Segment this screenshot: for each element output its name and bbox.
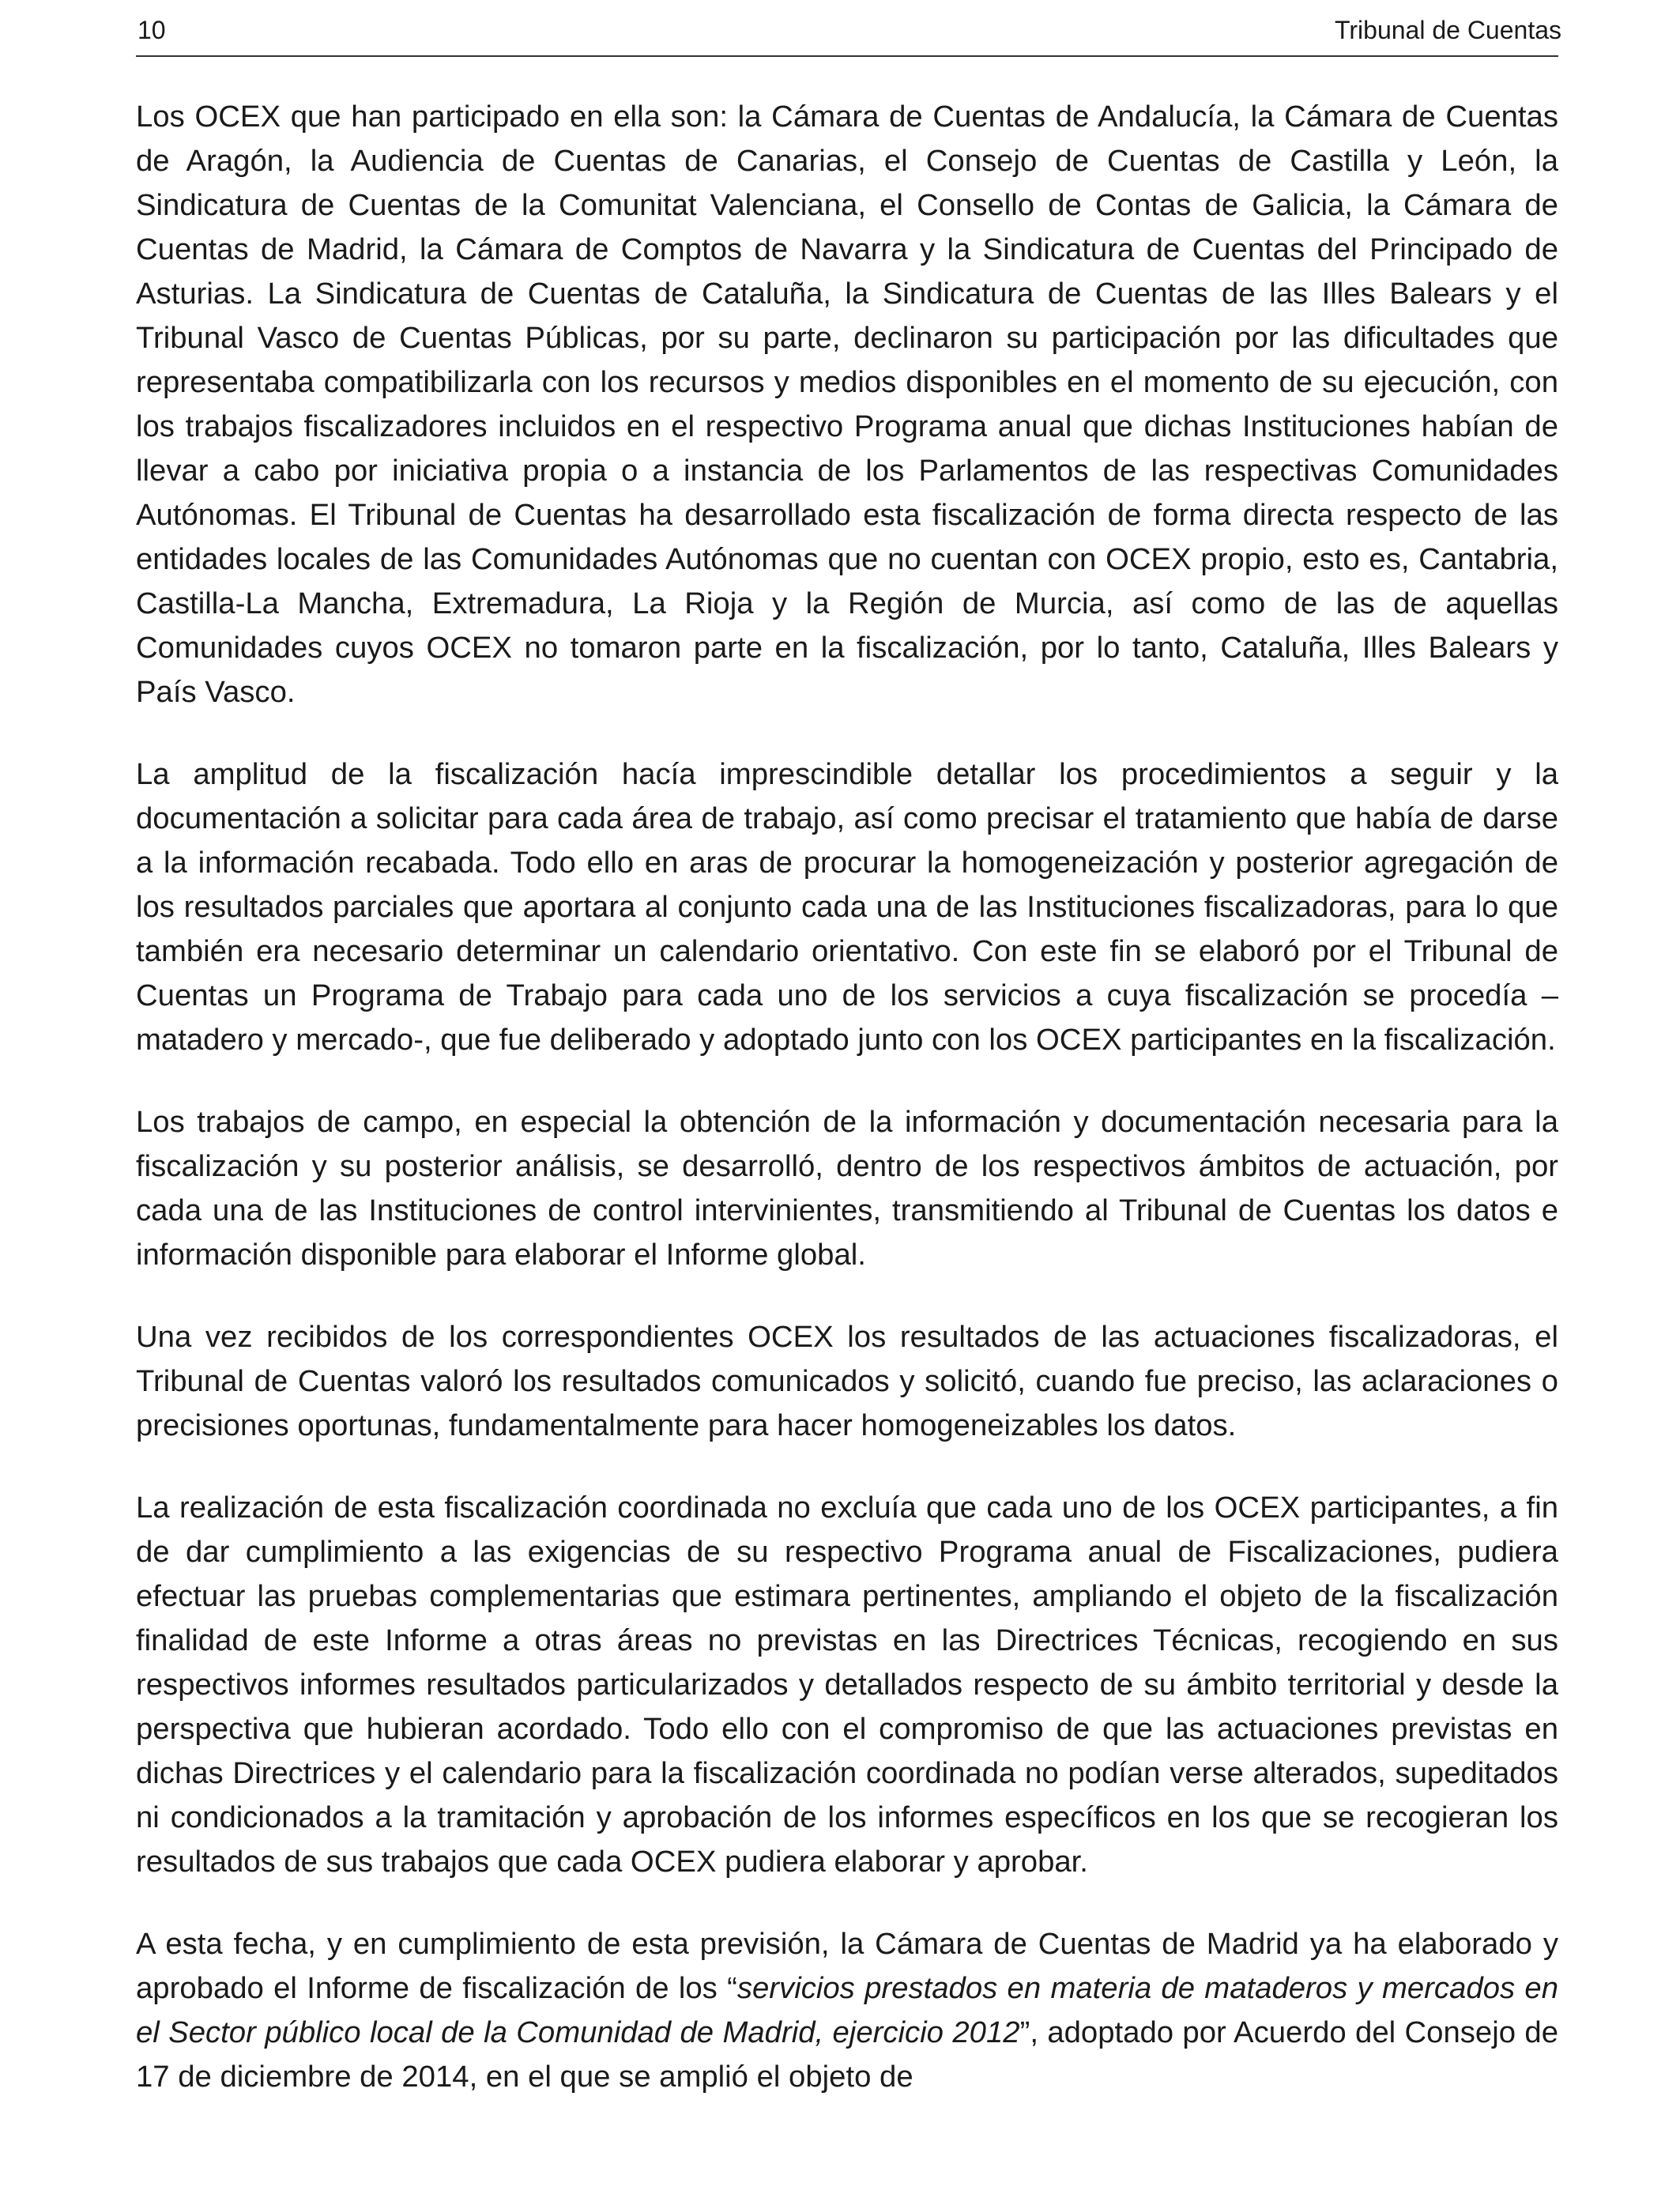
paragraph-results-received: Una vez recibidos de los correspondientes OCEX los resultados de las actuaciones fiscalizadoras, el Tribunal de Cuentas valoró los resultados comunicados y solicitó, cuando fue preciso, las aclaraciones o precisiones oportunas, fundamentalmente para hacer homogeneizables los datos. [136, 1320, 1558, 1442]
document-page [136, 0, 1561, 2099]
running-title: Tribunal de Cuentas [1335, 16, 1561, 44]
page-header [136, 0, 1561, 57]
paragraph-ocex-participants: Los OCEX que han participado en ella son: la Cámara de Cuentas de Andalucía, la Cámara de Cuentas de Aragón, la Audiencia de Cuentas de Canarias, el Consejo de Cuentas de Castilla y León, la Sindicatura de Cuentas de la Comunitat Valenciana, el Consello de Contas de Galicia, la Cámara de Cuentas de Madrid, la Cámara de Comptos de Navarra y la Sindicatura de Cuentas del Principado de Asturias. La Sindicatura de Cuentas de Cataluña, la Sindicatura de Cuentas de las Illes Balears y el Tribunal Vasco de Cuentas Públicas, por su parte, declinaron su participación por las dificultades que representaba compatibilizarla con los recursos y medios disponibles en el momento de su ejecución, con los trabajos fiscalizadores incluidos en el respectivo Programa anual que dichas Instituciones habían de llevar a cabo por iniciativa propia o a instancia de los Parlamentos de las respectivas Comunidades Autónomas. El Tribunal de Cuentas ha desarrollado esta fiscalización de forma directa respecto de las entidades locales de las Comunidades Autónomas que no cuentan con OCEX propio, esto es, Cantabria, Castilla-La Mancha, Extremadura, La Rioja y la Región de Murcia, así como de las de aquellas Comunidades cuyos OCEX no tomaron parte en la fiscalización, por lo tanto, Cataluña, Illes Balears y País Vasco. [136, 100, 1558, 709]
paragraph-field-work: Los trabajos de campo, en especial la obtención de la información y documentación necesaria para la fiscalización y su posterior análisis, se desarrolló, dentro de los respectivos ámbitos de actuación, por cada una de las Instituciones de control intervinientes, transmitiendo al Tribunal de Cuentas los datos e información disponible para elaborar el Informe global. [136, 1105, 1558, 1272]
paragraph-procedures: La amplitud de la fiscalización hacía imprescindible detallar los procedimientos a seguir y la documentación a solicitar para cada área de trabajo, así como precisar el tratamiento que había de darse a la información recabada. Todo ello en aras de procurar la homogeneización y posterior agregación de los resultados parciales que aportara al conjunto cada una de las Instituciones fiscalizadoras, para lo que también era necesario determinar un calendario orientativo. Con este fin se elaboró por el Tribunal de Cuentas un Programa de Trabajo para cada uno de los servicios a cuya fiscalización se procedía –matadero y mercado-, que fue deliberado y adoptado junto con los OCEX participantes en la fiscalización. [136, 757, 1558, 1057]
page-number: 10 [137, 16, 166, 44]
paragraph-madrid-before: A esta fecha, y en cumplimiento de esta previsión, la Cámara de Cuentas de Madrid ya ha elaborado y aprobado el Informe de fiscalización de los “ [136, 1927, 1558, 2005]
report-title-italic: servicios prestados en materia de mataderos y mercados en el Sector público local de la Comunidad de Madrid, ejercicio 2012 [136, 1971, 1558, 2049]
paragraph-coordinated-audit: La realización de esta fiscalización coordinada no excluía que cada uno de los OCEX participantes, a fin de dar cumplimiento a las exigencias de su respectivo Programa anual de Fiscalizaciones, pudiera efectuar las pruebas complementarias que estimara pertinentes, ampliando el objeto de la fiscalización finalidad de este Informe a otras áreas no previstas en las Directrices Técnicas, recogiendo en sus respectivos informes resultados particularizados y detallados respecto de su ámbito territorial y desde la perspectiva que hubieran acordado. Todo ello con el compromiso de que las actuaciones previstas en dichas Directrices y el calendario para la fiscalización coordinada no podían verse alterados, supeditados ni condicionados a la tramitación y aprobación de los informes específicos en los que se recogieran los resultados de sus trabajos que cada OCEX pudiera elaborar y aprobar. [136, 1491, 1558, 1879]
paragraph-madrid-after: ”, adoptado por Acuerdo del Consejo de 17 de diciembre de 2014, en el que se amplió el objeto de [136, 2015, 1559, 2094]
paragraph-madrid-report [136, 1922, 1558, 2099]
body-text [136, 95, 1558, 2099]
